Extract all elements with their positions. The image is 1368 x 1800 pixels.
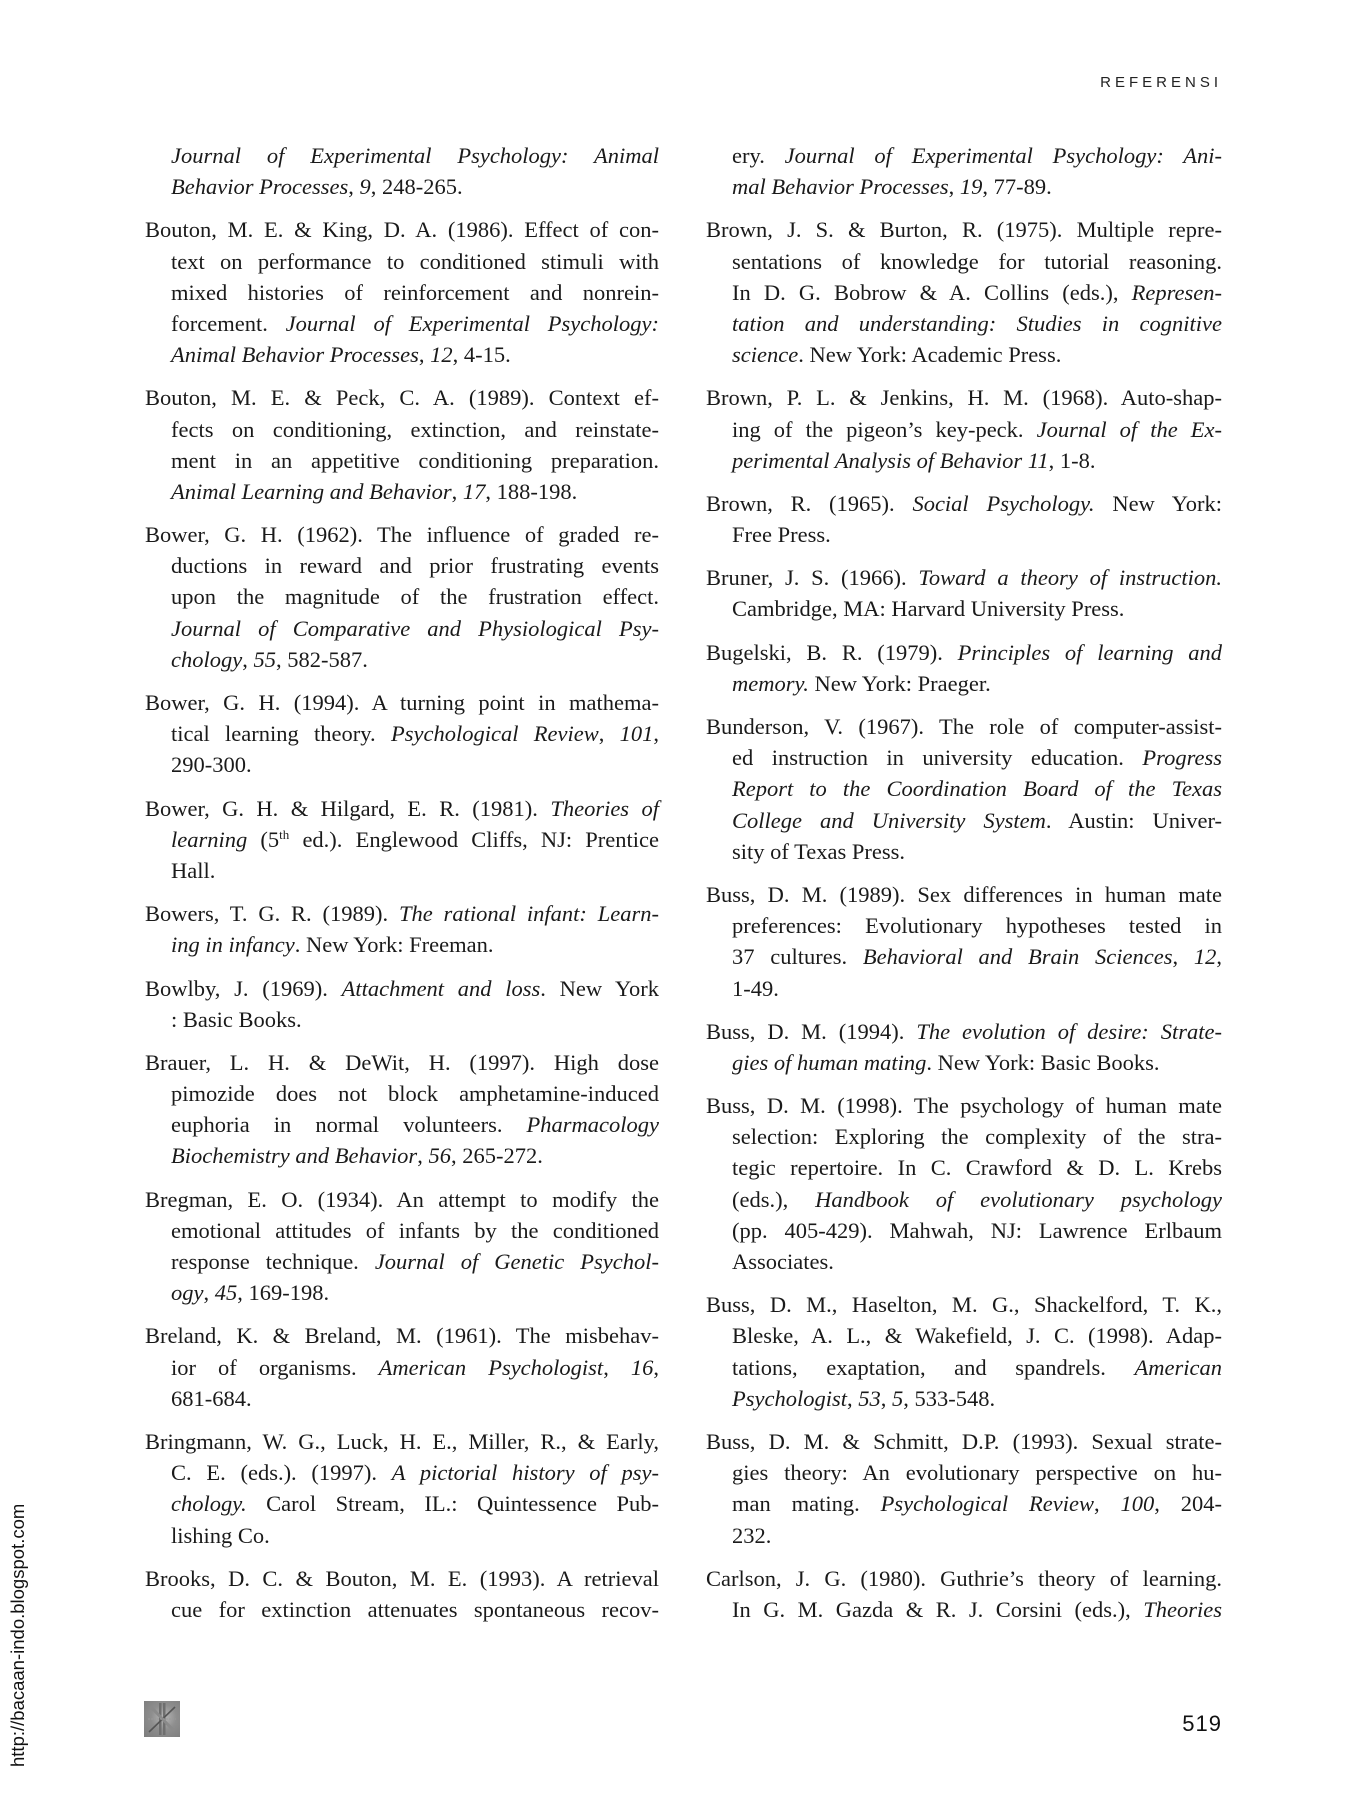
text: gies theory: An evolutionary perspective on hu- [732,1460,1222,1486]
reference-line [145,898,659,929]
text: Buss, D. M., Haselton, M. G., Shackelford, T. K., [706,1292,1222,1318]
text: tical learning theory. [171,721,391,747]
reference-line [145,1004,659,1035]
superscript: th [279,826,290,842]
text: Buss, D. M. (1998). The psychology of human mate [706,1093,1222,1119]
italic-text: Pharmacology [526,1112,659,1138]
reference-entry [706,637,1222,699]
italic-text: ogy [171,1280,204,1306]
text: (pp. 405-429). Mahwah, NJ: Lawrence Erlbaum [732,1217,1222,1243]
reference-entry [145,1563,659,1625]
text: . New York [540,975,659,1001]
text: New York: [1094,490,1222,516]
reference-line [706,1289,1222,1320]
italic-text: 53 [858,1385,881,1411]
reference-line [145,613,659,644]
text: Brown, P. L. & Jenkins, H. M. (1968). Auto-shap- [706,385,1222,411]
reference-line [706,414,1222,445]
text: , 533-548. [903,1385,996,1411]
reference-line [145,308,659,339]
reference-line [145,414,659,445]
reference-line [145,382,659,413]
text: fects on conditioning, extinction, and reinstate- [171,416,659,442]
reference-entry [706,1090,1222,1277]
reference-line [145,1047,659,1078]
reference-line [145,929,659,960]
reference-entry [706,382,1222,476]
reference-entry-continued [706,140,1222,202]
reference-line [706,805,1222,836]
text: C. E. (eds.). (1997). [171,1460,392,1486]
reference-line [706,910,1222,941]
reference-line [145,793,659,824]
reference-line [145,1215,659,1246]
text: Buss, D. M. (1989). Sex differences in human mate [706,881,1222,907]
italic-text: Animal Behavior Processes [171,342,419,368]
text: forcement. [171,310,286,336]
reference-line [145,824,659,855]
text: Bringmann, W. G., Luck, H. E., Miller, R., & Early, [145,1428,659,1454]
reference-entry [706,562,1222,624]
reference-entry [706,1563,1222,1625]
italic-text: Psychologist [732,1385,847,1411]
text: Buss, D. M. (1994). [706,1018,917,1044]
logo-glyph [144,1701,180,1737]
text: , [242,646,254,672]
text: Brown, J. S. & Burton, R. (1975). Multiple repre- [706,217,1222,243]
reference-line [145,1563,659,1594]
text: text on performance to conditioned stimuli with [171,248,659,274]
text: tegic repertoire. In C. Crawford & D. L. Krebs [732,1155,1222,1181]
reference-line [706,593,1222,624]
text: Brauer, L. H. & DeWit, H. (1997). High dose [145,1049,659,1075]
text: Hall. [171,857,216,883]
reference-line [706,711,1222,742]
reference-line [706,445,1222,476]
reference-line [145,1426,659,1457]
text: , [418,342,431,368]
italic-text: tation and understanding: Studies in cognitive [732,310,1222,336]
text: ery. [732,143,785,168]
reference-entry [706,1016,1222,1078]
text: . Austin: Univer- [1045,807,1222,833]
reference-line [706,668,1222,699]
italic-text: Biochemistry and Behavior [171,1143,418,1169]
italic-text: Theories of [550,795,659,821]
italic-text: Behavior Processes [171,174,349,200]
italic-text: mal Behavior Processes [732,174,949,200]
reference-line [145,855,659,886]
text: 681-684. [171,1385,252,1411]
italic-text: Represen- [1131,279,1222,305]
text: , [603,1354,631,1380]
text: Cambridge, MA: Harvard University Press. [732,596,1125,622]
reference-line [145,687,659,718]
italic-text: Journal of Experimental Psychology: [285,310,659,336]
reference-entry [706,488,1222,550]
reference-line [145,1520,659,1551]
text: ed.). Englewood Cliffs, NJ: Prentice [289,826,659,852]
reference-entry [706,1289,1222,1414]
italic-text: Psychological Review [390,721,599,747]
text: ed instruction in university education. [732,745,1143,771]
text: Carol Stream, IL.: Quintessence Pub- [246,1491,659,1517]
reference-line [145,519,659,550]
reference-line [145,1140,659,1171]
italic-text: memory. [732,670,809,696]
italic-text: ing in infancy [171,932,295,958]
text: Free Press. [732,522,831,548]
italic-text: perimental Analysis of Behavior 11 [732,447,1049,473]
italic-text: Progress [1142,745,1222,771]
reference-line [706,1047,1222,1078]
text: In D. G. Bobrow & A. Collins (eds.), [732,279,1132,305]
italic-text: Theories [1143,1596,1222,1622]
reference-line [145,749,659,780]
text: 232. [732,1522,772,1548]
reference-entry [145,382,659,507]
text: lishing Co. [171,1522,270,1548]
reference-entry [145,519,659,675]
reference-line [145,445,659,476]
references-column-left [145,140,659,1637]
text: cue for extinction attenuates spontaneous recov- [171,1596,659,1622]
italic-text: 56 [428,1143,451,1169]
text: Bowlby, J. (1969). [145,975,342,1001]
italic-text: The evolution of desire: Strate- [916,1018,1222,1044]
reference-entry [145,973,659,1035]
reference-line [145,1488,659,1519]
italic-text: Principles of learning and [957,639,1222,665]
reference-line [145,973,659,1004]
reference-line [706,1320,1222,1351]
text: In G. M. Gazda & R. J. Corsini (eds.), [732,1596,1144,1622]
reference-line [145,1457,659,1488]
reference-line [145,140,659,171]
text: sentations of knowledge for tutorial reasoning. [732,248,1222,274]
reference-line [145,214,659,245]
text: (eds.), [732,1186,816,1212]
reference-line [706,519,1222,550]
reference-line [706,308,1222,339]
text: pimozide does not block amphetamine-induced [171,1081,659,1107]
reference-entry-continued [145,140,659,202]
reference-line [706,339,1222,370]
text: Bruner, J. S. (1966). [706,565,919,591]
reference-line [706,382,1222,413]
italic-text: 17 [462,478,486,504]
text: man mating. [732,1491,881,1517]
text: . New York: Basic Books. [926,1049,1160,1075]
text: 1-49. [732,975,779,1001]
running-head: REFERENSI [1100,74,1222,91]
reference-line [145,1184,659,1215]
text: , 1-8. [1048,447,1096,473]
text: mixed histories of reinforcement and nonrein- [171,279,659,305]
reference-line [706,1215,1222,1246]
italic-text: 19 [959,174,983,200]
text: ductions in reward and prior frustrating events [171,553,659,579]
italic-text: College and University System [732,807,1046,833]
italic-text: American [1134,1354,1222,1380]
text: sity of Texas Press. [732,838,906,864]
reference-line [145,246,659,277]
text: upon the magnitude of the frustration effect. [171,584,659,610]
text: Carlson, J. G. (1980). Guthrie’s theory of learning. [706,1565,1222,1591]
text: Brown, R. (1965). [706,490,913,516]
reference-line [145,1078,659,1109]
reference-line [706,1563,1222,1594]
reference-line [706,1016,1222,1047]
reference-line [706,1090,1222,1121]
reference-line [145,476,659,507]
reference-entry [706,879,1222,1004]
reference-line [145,1109,659,1140]
reference-entry [145,1047,659,1172]
italic-text: Attachment and loss [341,975,541,1001]
text: ing of the pigeon’s key-peck. [732,416,1037,442]
reference-line [145,644,659,675]
text: , [653,721,660,747]
italic-text: A pictorial history of psy- [391,1460,660,1486]
reference-line [706,140,1222,171]
reference-entry [145,1184,659,1309]
text: selection: Exploring the complexity of the stra- [732,1124,1222,1150]
italic-text: Psychological Review [880,1491,1094,1517]
text: , 582-587. [275,646,368,672]
italic-text: Journal of Genetic Psychol- [374,1249,659,1274]
reference-line [706,1152,1222,1183]
text: 290-300. [171,752,252,778]
text: response technique. [171,1249,375,1274]
text: , 77-89. [982,174,1052,200]
text: , [1093,1491,1121,1517]
reference-line [145,1246,659,1277]
reference-line [706,562,1222,593]
text: , 265-272. [450,1143,543,1169]
text: Bugelski, B. R. (1979). [706,639,958,665]
reference-entry [706,1426,1222,1551]
reference-line [706,1457,1222,1488]
italic-text: Animal Learning and Behavior [171,478,452,504]
text: , 4-15. [452,342,511,368]
text: , [598,721,620,747]
reference-line [706,1184,1222,1215]
italic-text: Journal of Comparative and Physiological Psy- [171,615,659,641]
italic-text: Journal of the Ex- [1036,416,1222,442]
reference-line [706,246,1222,277]
italic-text: American Psychologist [378,1354,604,1380]
reference-entry [145,1426,659,1551]
reference-entry [706,214,1222,370]
references-column-right [706,140,1222,1637]
italic-text: Report to the Coordination Board of the Texas [732,776,1222,802]
italic-text: 100 [1120,1491,1155,1517]
text: ior of organisms. [171,1354,379,1380]
text: Bowers, T. G. R. (1989). [145,901,399,927]
reference-line [706,637,1222,668]
reference-line [706,1383,1222,1414]
reference-line [706,742,1222,773]
italic-text: Behavioral and Brain Sciences [862,944,1173,970]
italic-text: 45 [214,1280,238,1306]
reference-line [145,277,659,308]
reference-line [706,1488,1222,1519]
reference-line [706,1352,1222,1383]
reference-line [706,488,1222,519]
reference-line [706,941,1222,972]
text: Buss, D. M. & Schmitt, D.P. (1993). Sexual strate- [706,1428,1222,1454]
text: , [1172,944,1194,970]
text: , 169-198. [237,1280,330,1306]
italic-text: 16 [630,1354,654,1380]
reference-line [706,214,1222,245]
text: Bleske, A. L., & Wakefield, J. C. (1998). Adap- [732,1323,1222,1349]
reference-line [706,773,1222,804]
reference-line [706,1426,1222,1457]
text: Bower, G. H. & Hilgard, E. R. (1981). [145,795,551,821]
reference-line [706,1121,1222,1152]
italic-text: chology. [171,1491,247,1517]
text: : Basic Books. [171,1006,302,1032]
reference-line [706,879,1222,910]
text: , 204- [1154,1491,1222,1517]
italic-text: 12 [430,342,453,368]
italic-text: Handbook of evolutionary psychology [815,1186,1222,1212]
italic-text: 101 [619,721,654,747]
italic-text: Toward a theory of instruction. [918,565,1222,591]
text: , 248-265. [370,174,463,200]
reference-entry [145,898,659,960]
text: Brooks, D. C. & Bouton, M. E. (1993). A retrieval [145,1565,659,1591]
reference-line [145,718,659,749]
text: Bouton, M. E. & King, D. A. (1986). Effect of con- [145,217,659,243]
text: , [348,174,360,200]
reference-line [706,1520,1222,1551]
page-number: 519 [1182,1711,1222,1736]
text: Bunderson, V. (1967). The role of computer-assist- [706,714,1222,739]
italic-text: Social Psychology. [912,490,1095,516]
text: Bregman, E. O. (1934). An attempt to modify the [145,1186,659,1212]
italic-text: 9 [359,174,371,200]
reference-entry [145,687,659,781]
reference-line [145,550,659,581]
reference-line [145,1594,659,1625]
reference-line [145,1352,659,1383]
text: , [451,478,463,504]
publisher-logo-icon [144,1701,180,1737]
reference-line [706,171,1222,202]
reference-line [145,1277,659,1308]
reference-entry [145,1320,659,1414]
reference-line [706,973,1222,1004]
reference-line [145,1383,659,1414]
text: , [417,1143,429,1169]
italic-text: Journal of Experimental Psychology: Ani- [784,143,1222,168]
italic-text: Journal of Experimental Psychology: Animal [171,143,659,168]
text: 37 cultures. [732,944,863,970]
reference-line [706,1594,1222,1625]
source-url-watermark: http://bacaan-indo.blogspot.com [7,1503,28,1767]
text: . New York: Freeman. [294,932,494,958]
italic-text: 5 [891,1385,904,1411]
reference-line [145,171,659,202]
text: , [203,1280,215,1306]
italic-text: chology [171,646,243,672]
reference-entry [145,793,659,887]
text: Bower, G. H. (1994). A turning point in mathema- [145,690,659,715]
reference-entry [706,711,1222,867]
reference-entry [145,214,659,370]
italic-text: 55 [253,646,276,672]
text: euphoria in normal volunteers. [171,1112,527,1138]
reference-line [706,1246,1222,1277]
reference-line [145,339,659,370]
text: , [846,1385,859,1411]
text: New York: Praeger. [808,670,991,696]
text: Associates. [732,1249,834,1274]
text: , 188-198. [485,478,578,504]
italic-text: gies of human mating [732,1049,927,1075]
reference-line [145,581,659,612]
text: tations, exaptation, and spandrels. [732,1354,1135,1380]
reference-line [706,836,1222,867]
text: Bower, G. H. (1962). The influence of graded re- [145,522,659,548]
italic-text: learning [171,826,248,852]
text: Breland, K. & Breland, M. (1961). The misbehav- [145,1323,659,1349]
italic-text: 12 [1193,944,1217,970]
text: ment in an appetitive conditioning preparation. [171,447,659,473]
italic-text: The rational infant: Learn- [398,901,659,927]
text: emotional attitudes of infants by the conditioned [171,1217,659,1243]
text: (5 [247,826,280,852]
italic-text: science [732,342,799,368]
text: , [653,1354,660,1380]
text: , [1216,944,1223,970]
text: , [880,1385,892,1411]
text: Bouton, M. E. & Peck, C. A. (1989). Context ef- [145,385,659,411]
reference-line [706,277,1222,308]
text: , [948,174,960,200]
text: . New York: Academic Press. [798,342,1062,368]
reference-line [145,1320,659,1351]
text: preferences: Evolutionary hypotheses tested in [732,913,1222,939]
